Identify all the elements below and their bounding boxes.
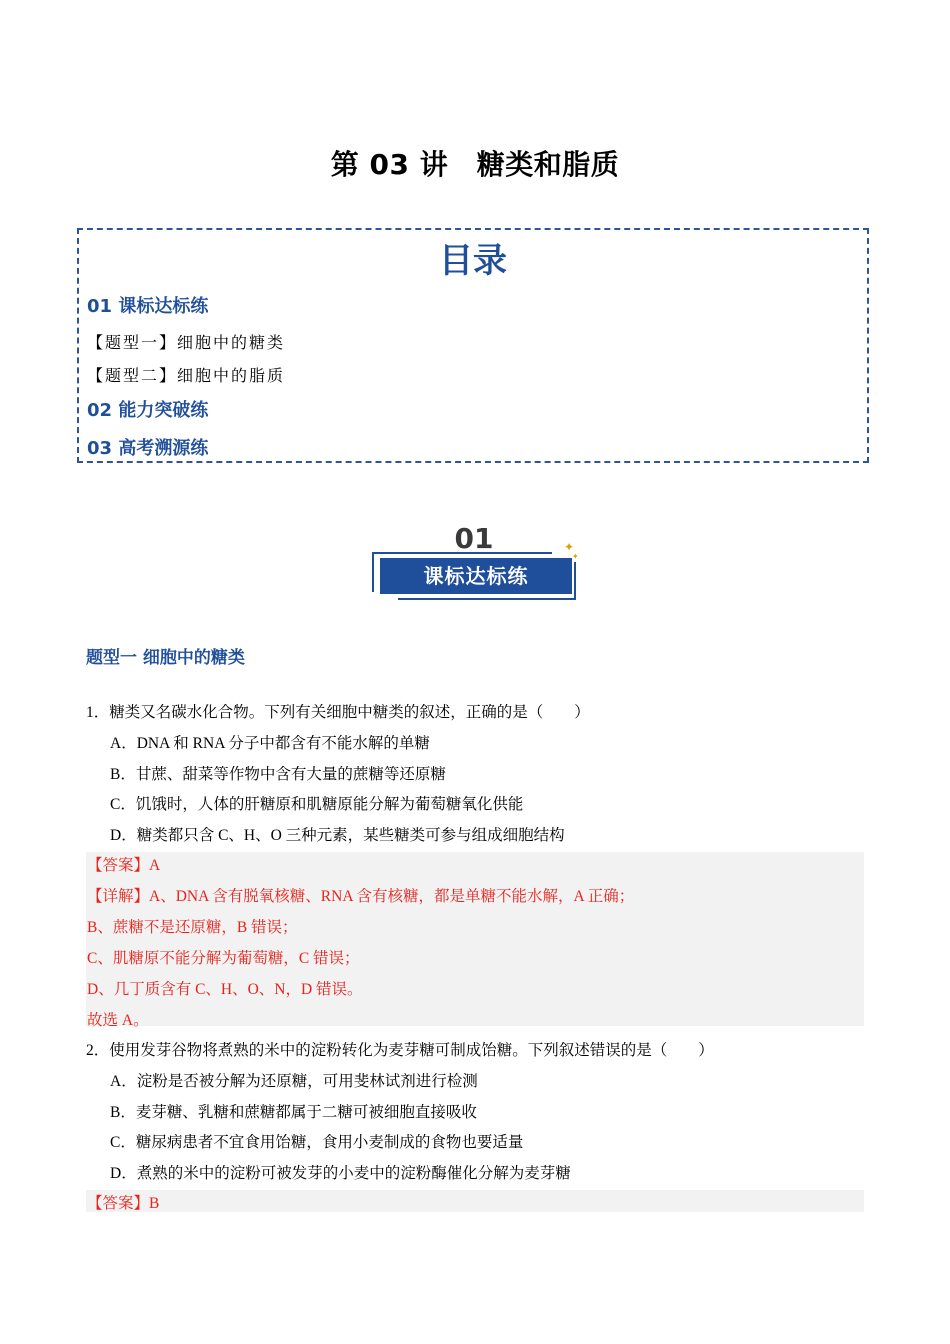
- question-1-explanation-line: C、肌糖原不能分解为葡萄糖，C 错误；: [87, 950, 360, 967]
- question-1-stem: 1．糖类又名碳水化合物。下列有关细胞中糖类的叙述，正确的是（ ）: [86, 704, 590, 721]
- section-badge: [368, 522, 580, 602]
- question-1-explanation-line: D、几丁质含有 C、H、O、N，D 错误。: [87, 981, 363, 998]
- answer-block-2: [86, 1190, 864, 1212]
- badge-bracket-right: [574, 562, 576, 600]
- answer-block-1: [86, 852, 864, 1026]
- question-2-option-c: C．糖尿病患者不宜食用饴糖，食用小麦制成的食物也要适量: [110, 1134, 524, 1151]
- question-1-answer: 【答案】A: [87, 857, 161, 874]
- question-2-answer: 【答案】B: [87, 1195, 160, 1212]
- question-1-option-b: B．甘蔗、甜菜等作物中含有大量的蔗糖等还原糖: [110, 766, 446, 783]
- badge-bracket-top: [372, 552, 552, 554]
- document-title: 第 03 讲 糖类和脂质: [330, 148, 620, 181]
- sparkle-icon: ✦: [564, 540, 575, 554]
- question-2-option-d: D．煮熟的米中的淀粉可被发芽的小麦中的淀粉酶催化分解为麦芽糖: [110, 1165, 571, 1182]
- table-of-contents: [77, 228, 869, 463]
- sparkle-small-icon: ✦: [572, 552, 579, 561]
- question-1-option-a: A．DNA 和 RNA 分子中都含有不能水解的单糖: [110, 735, 430, 752]
- question-2-option-b: B．麦芽糖、乳糖和蔗糖都属于二糖可被细胞直接吸收: [110, 1104, 477, 1121]
- toc-section-3[interactable]: 03 高考溯源练: [87, 438, 209, 459]
- toc-section-2[interactable]: 02 能力突破练: [87, 400, 209, 421]
- toc-subitem-2[interactable]: 【题型二】细胞中的脂质: [87, 368, 286, 385]
- question-type-heading: 题型一 细胞中的糖类: [86, 648, 245, 668]
- toc-heading: 目录: [439, 241, 507, 281]
- question-2-stem: 2．使用发芽谷物将煮熟的米中的淀粉转化为麦芽糖可制成饴糖。下列叙述错误的是（ ）: [86, 1042, 714, 1059]
- question-1-option-c: C．饥饿时，人体的肝糖原和肌糖原能分解为葡萄糖氧化供能: [110, 796, 524, 813]
- badge-bracket-bottom: [398, 598, 576, 600]
- question-1-option-d: D．糖类都只含 C、H、O 三种元素，某些糖类可参与组成细胞结构: [110, 827, 565, 844]
- question-1-explanation-line: B、蔗糖不是还原糖，B 错误；: [87, 919, 298, 936]
- badge-number: 01: [454, 522, 494, 555]
- question-1-explanation-line: 故选 A。: [87, 1012, 149, 1029]
- question-2-option-a: A．淀粉是否被分解为还原糖，可用斐林试剂进行检测: [110, 1073, 478, 1090]
- badge-bracket-left: [372, 552, 376, 592]
- badge-label: 课标达标练: [380, 558, 572, 594]
- question-1-explanation-line: 【详解】A、DNA 含有脱氧核糖、RNA 含有核糖，都是单糖不能水解，A 正确；: [87, 888, 635, 905]
- toc-subitem-1[interactable]: 【题型一】细胞中的糖类: [87, 335, 286, 352]
- toc-section-1[interactable]: 01 课标达标练: [87, 296, 209, 317]
